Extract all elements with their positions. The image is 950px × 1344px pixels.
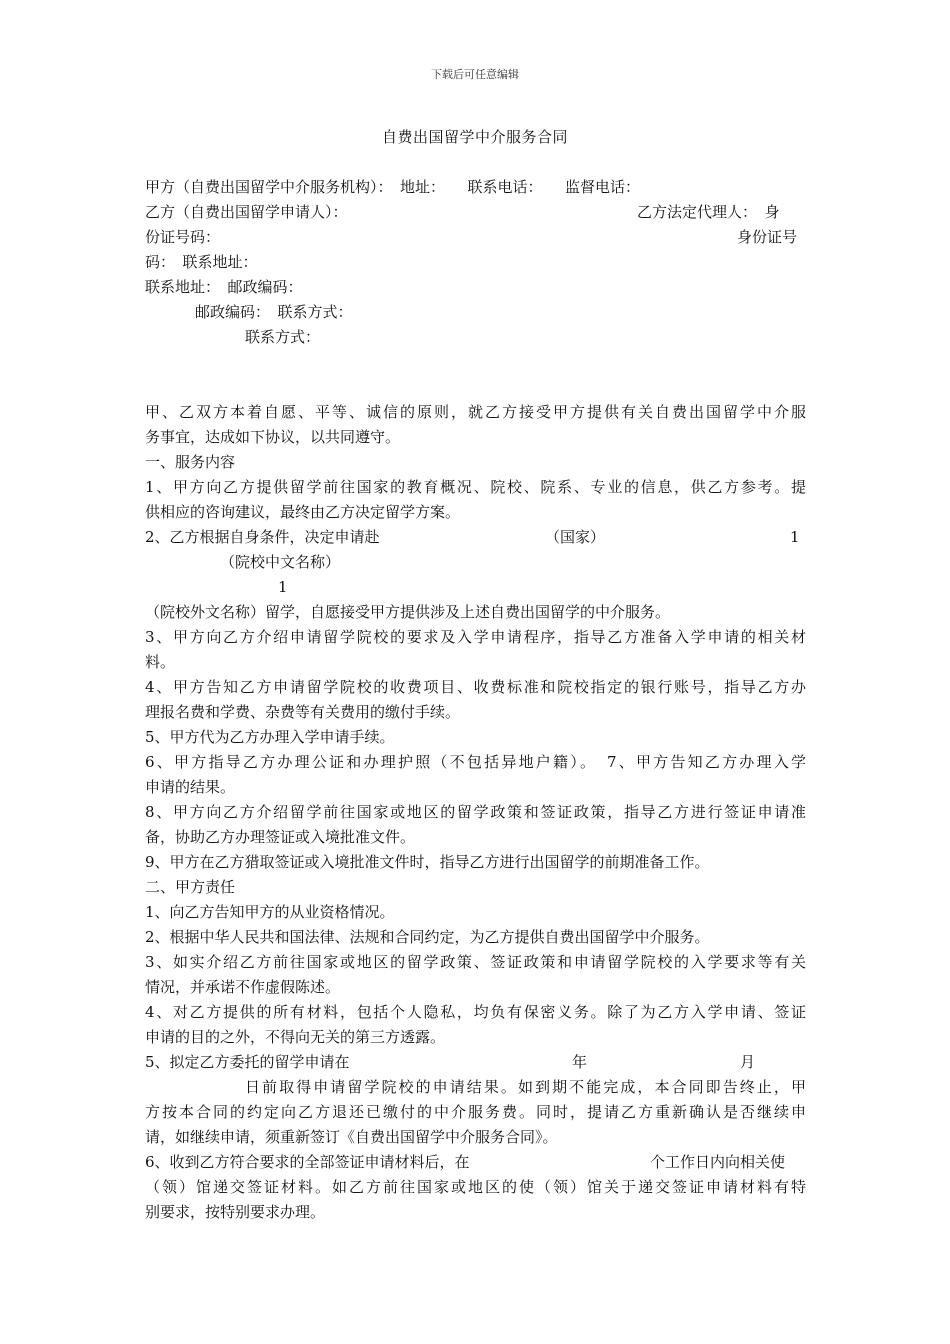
clause-line: 情况，并承诺不作虚假陈述。: [145, 978, 341, 996]
clause-line: 3、如实介绍乙方前往国家或地区的留学政策、签证政策和申请留学院校的入学要求等有关: [145, 953, 806, 971]
clause-line: （院校外文名称）留学，自愿接受甲方提供涉及上述自费出国留学的中介服务。: [145, 603, 671, 621]
party-b-guardian: 乙方法定代理人： 身: [637, 203, 780, 221]
clause-line: 供相应的咨询建议，最终由乙方决定留学方案。: [145, 503, 461, 521]
year-label: 年: [572, 1053, 588, 1071]
clause-line: 2、乙方根据自身条件，决定申请赴: [145, 528, 380, 546]
footnote-mark: 1: [278, 578, 288, 596]
document-title: 自费出国留学中介服务合同: [381, 128, 568, 146]
party-a-line: 甲方（自费出国留学中介服务机构）： 地址： 联系电话： 监督电话：: [145, 178, 641, 196]
clause-line: 9、甲方在乙方猎取签证或入境批准文件时，指导乙方进行出国留学的前期准备工作。: [145, 853, 710, 871]
clause-line: 方按本合同的约定向乙方退还已缴付的中介服务费。同时，提请乙方重新确认是否继续申: [145, 1103, 806, 1121]
clause-line: 5、甲方代为乙方办理入学申请手续。: [145, 728, 395, 746]
clause-line: 申请的结果。: [145, 778, 236, 796]
clause-line: 1、甲方向乙方提供留学前往国家的教育概况、院校、院系、专业的信息，供乙方参考。提: [145, 478, 806, 496]
contact-line: 联系方式：: [245, 328, 321, 346]
clause-line: 4、对乙方提供的所有材料，包括个人隐私，均负有保密义务。除了为乙方入学申请、签证: [145, 1003, 806, 1021]
party-b-line: 乙方（自费出国留学申请人）：: [145, 203, 348, 221]
clause-line: 理报名费和学费、杂费等有关费用的缴付手续。: [145, 703, 461, 721]
clause-line: 8、甲方向乙方介绍留学前往国家或地区的留学政策和签证政策，指导乙方进行签证申请准: [145, 803, 806, 821]
clause-line: 个工作日内向相关使: [650, 1153, 786, 1171]
address-line: 码： 联系地址：: [145, 253, 258, 271]
clause-line: 1、向乙方告知甲方的从业资格情况。: [145, 903, 395, 921]
footnote-mark: 1: [790, 528, 800, 546]
preamble-line: 甲、乙双方本着自愿、平等、诚信的原则，就乙方接受甲方提供有关自费出国留学中介服: [145, 403, 806, 421]
clause-line: 6、收到乙方符合要求的全部签证申请材料后，在: [145, 1153, 470, 1171]
preamble-line: 务事宜，达成如下协议，以共同遵守。: [145, 428, 401, 446]
clause-line: （领）馆递交签证材料。如乙方前往国家或地区的使（领）馆关于递交签证申请材料有特: [145, 1178, 806, 1196]
section-heading: 二、甲方责任: [145, 878, 236, 896]
school-cn-label: （院校中文名称）: [220, 553, 341, 571]
clause-line: 备，协助乙方办理签证或入境批准文件。: [145, 828, 416, 846]
clause-line: 别要求，按特别要求办理。: [145, 1203, 326, 1221]
clause-line: 请，如继续申请，须重新签订《自费出国留学中介服务合同》。: [145, 1128, 558, 1146]
address-postcode-line: 联系地址： 邮政编码：: [145, 278, 303, 296]
month-label: 月: [740, 1053, 756, 1071]
postcode-contact-line: 邮政编码： 联系方式：: [195, 303, 353, 321]
clause-line: 料。: [145, 653, 176, 671]
country-blank-label: （国家）: [545, 528, 606, 546]
clause-line: 申请的目的之外，不得向无关的第三方透露。: [145, 1028, 446, 1046]
id-number-line: 份证号码：: [145, 228, 221, 246]
clause-line: 3、甲方向乙方介绍申请留学院校的要求及入学申请程序，指导乙方准备入学申请的相关材: [145, 628, 806, 646]
id-number-guardian: 身份证号: [737, 228, 798, 246]
clause-line: 5、拟定乙方委托的留学申请在: [145, 1053, 350, 1071]
clause-line: 6、甲方指导乙方办理公证和办理护照（不包括异地户籍）。 7、甲方告知乙方办理入学: [145, 753, 806, 771]
clause-line: 日前取得申请留学院校的申请结果。如到期不能完成，本合同即告终止，甲: [245, 1078, 806, 1096]
clause-line: 2、根据中华人民共和国法律、法规和合同约定，为乙方提供自费出国留学中介服务。: [145, 928, 710, 946]
section-heading: 一、服务内容: [145, 453, 236, 471]
header-note: 下载后可任意编辑: [431, 68, 519, 81]
clause-line: 4、甲方告知乙方申请留学院校的收费项目、收费标准和院校指定的银行账号，指导乙方办: [145, 678, 806, 696]
